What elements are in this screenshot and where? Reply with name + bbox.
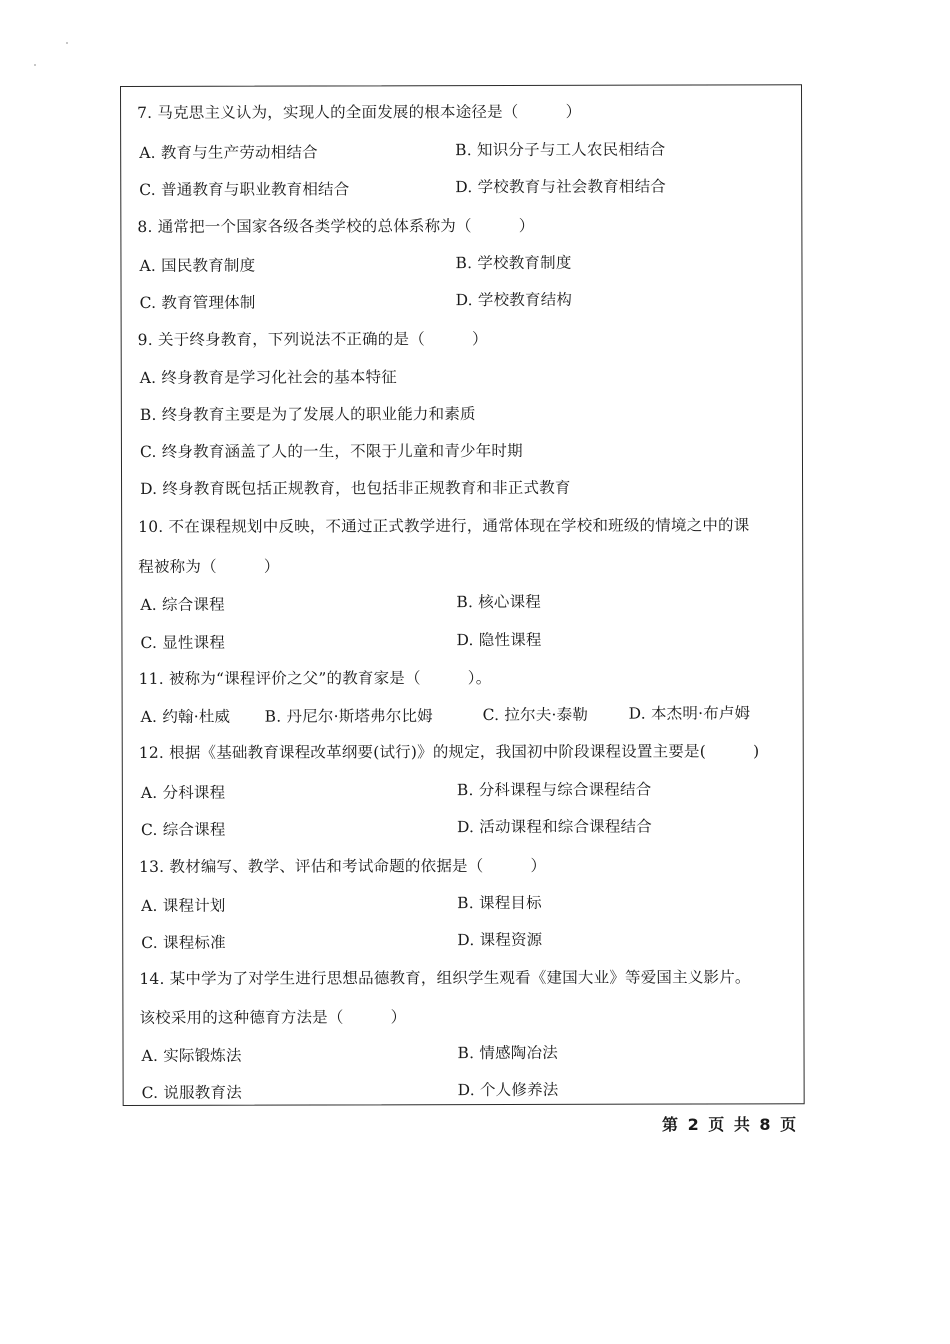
question-13-option-c: C. 课程标准 — [141, 933, 226, 952]
question-9-option-b: B. 终身教育主要是为了发展人的职业能力和素质 — [139, 405, 476, 424]
question-14-option-c: C. 说服教育法 — [141, 1083, 242, 1102]
question-14-option-b: B. 情感陶冶法 — [457, 1043, 558, 1063]
question-8: 8. 通常把一个国家各级各类学校的总体系称为（ ） — [137, 216, 535, 236]
question-14-option-d: D. 个人修养法 — [457, 1080, 559, 1100]
page-number-footer: 第 2 页 共 8 页 — [662, 1115, 799, 1134]
question-10-option-b: B. 核心课程 — [456, 592, 542, 612]
question-9: 9. 关于终身教育，下列说法不正确的是（ ） — [137, 330, 488, 349]
question-8-option-b: B. 学校教育制度 — [455, 253, 572, 273]
question-10-option-a: A. 综合课程 — [140, 595, 225, 614]
question-12-option-c: C. 综合课程 — [140, 820, 226, 839]
question-10-line-2: 程被称为（ ） — [138, 557, 280, 576]
question-10-option-d: D. 隐性课程 — [456, 630, 542, 650]
question-7-option-c: C. 普通教育与职业教育相结合 — [139, 180, 350, 199]
question-14-line-2: 该校采用的这种德育方法是（ ） — [139, 1008, 407, 1027]
question-8-option-c: C. 教育管理体制 — [139, 293, 256, 312]
question-14-option-a: A. 实际锻炼法 — [141, 1046, 242, 1065]
question-9-option-c: C. 终身教育涵盖了人的一生，不限于儿童和青少年时期 — [139, 441, 523, 461]
question-12-option-a: A. 分科课程 — [140, 783, 226, 802]
question-13-option-b: B. 课程目标 — [457, 893, 542, 913]
question-13-option-a: A. 课程计划 — [141, 896, 226, 915]
question-11: 11. 被称为“课程评价之父”的教育家是（ ）。 — [138, 669, 492, 688]
question-frame — [120, 84, 805, 1106]
question-13-option-d: D. 课程资源 — [457, 930, 543, 950]
question-10-option-c: C. 显性课程 — [140, 633, 226, 652]
question-7-option-a: A. 教育与生产劳动相结合 — [139, 143, 318, 162]
question-11-option-b: B. 丹尼尔·斯塔弗尔比姆 — [264, 707, 433, 726]
question-11-option-d: D. 本杰明·布卢姆 — [628, 704, 751, 723]
question-12-option-b: B. 分科课程与综合课程结合 — [456, 780, 652, 800]
question-9-option-a: A. 终身教育是学习化社会的基本特征 — [139, 368, 397, 387]
question-8-option-d: D. 学校教育结构 — [455, 290, 573, 310]
question-8-option-a: A. 国民教育制度 — [139, 256, 256, 275]
question-13: 13. 教材编写、教学、评估和考试命题的依据是（ ） — [139, 856, 547, 876]
question-7-option-b: B. 知识分子与工人农民相结合 — [455, 140, 666, 160]
question-12: 12. 根据《基础教育课程改革纲要(试行)》的规定，我国初中阶段课程设置主要是( ) — [138, 742, 760, 762]
question-7: 7. 马克思主义认为，实现人的全面发展的根本途径是（ ） — [137, 102, 582, 122]
question-14-line-1: 14. 某中学为了对学生进行思想品德教育，组织学生观看《建国大业》等爱国主义影片。 — [139, 968, 751, 988]
question-10-line-1: 10. 不在课程规划中反映，不通过正式教学进行，通常体现在学校和班级的情境之中的课 — [138, 516, 750, 536]
question-11-option-c: C. 拉尔夫·泰勒 — [482, 705, 589, 725]
scan-speck — [66, 42, 68, 44]
question-7-option-d: D. 学校教育与社会教育相结合 — [455, 177, 667, 197]
question-9-option-d: D. 终身教育既包括正规教育，也包括非正规教育和非正式教育 — [140, 478, 571, 498]
question-12-option-d: D. 活动课程和综合课程结合 — [456, 817, 652, 837]
question-11-option-a: A. 约翰·杜威 — [140, 707, 231, 726]
scan-speck — [34, 64, 36, 66]
